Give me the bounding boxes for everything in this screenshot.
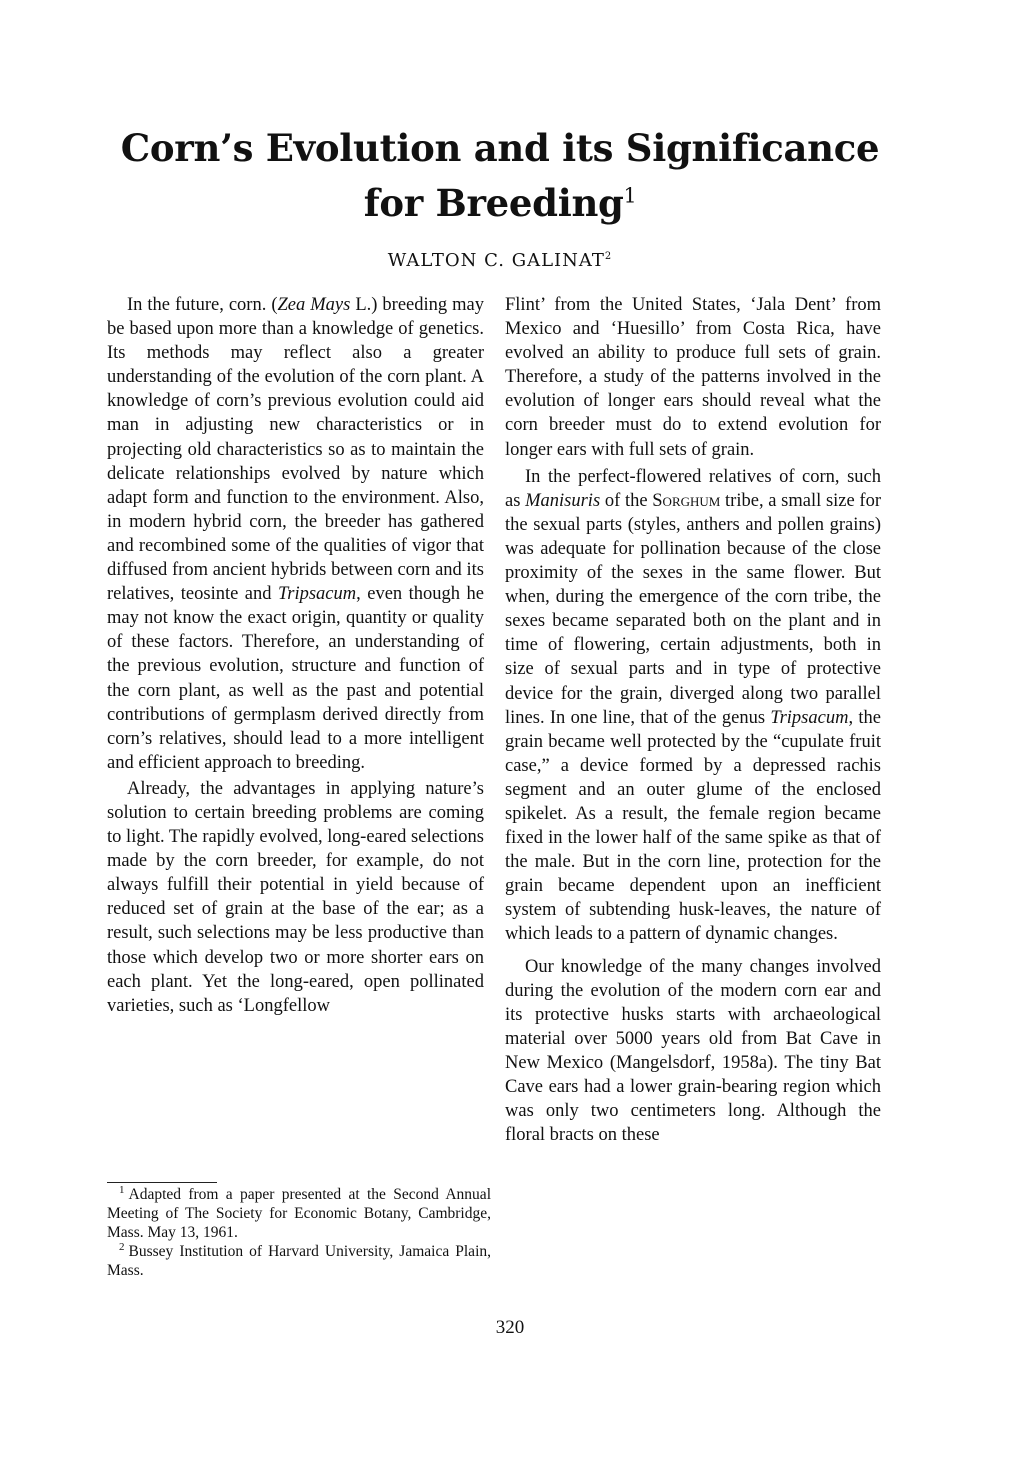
author-footnote-ref[interactable]: 2 (604, 251, 613, 262)
footnote-1 (107, 1185, 491, 1242)
tribe-name: Sorghum (652, 490, 721, 511)
title-footnote-ref[interactable]: 1 (623, 183, 637, 208)
author-line (100, 250, 900, 271)
footnote-text: Bussey Institution of Harvard University, Jamaica Plain, Mass. (107, 1243, 491, 1279)
species-name: Zea Mays (277, 295, 351, 315)
footnote-text: Adapted from a paper presented at the Second Annual Meeting of The Society for Economic Botany, Cambridge, Mass. May 13, 1961. (107, 1186, 491, 1241)
article-title-line-2 (100, 179, 900, 227)
footnote-2 (107, 1242, 491, 1280)
text-run: L.) breeding may be based upon more than a knowledge of genetics. Its methods may reflect also a greater understanding of the evolution of the corn plant. A knowledge of corn’s previous evolution could aid man in adjusting new characteristics or in projecting old characteristics so as to maintain the delicate relationships evolved by nature which adapt form and function to the environment. Also, in modern hybrid corn, the breeder has gathered and recombined some of the qualities of vigor that diffused from ancient hybrids between corn and its relatives, teosinte and (107, 295, 484, 605)
text-run: In the future, corn. ( (127, 295, 278, 315)
page-number: 320 (495, 1317, 525, 1338)
title-text-2: for Breeding (363, 181, 624, 225)
paragraph-continued: Flint’ from the United States, ‘Jala Dent’ from Mexico and ‘Huesillo’ from Costa Rica, have evolved an ability to produce full sets of grain. Therefore, a study of the patterns involved in the evolution of longer ears should reveal what the corn breeder must do to extend evolution for longer ears with full sets of grain. (505, 295, 881, 460)
paragraph (505, 465, 881, 947)
title-text-1: Corn’s Evolution and its Significance (120, 126, 880, 170)
genus-name: Tripsacum (770, 707, 849, 728)
text-run: , the grain became well protected by the “cupulate fruit case,” a device formed by a depressed rachis segment and an outer glume of the enclosed spikelet. As a result, the female region became fixed in the lower half of the same spike as that of the male. But in the corn line, protection for the grain became dependent upon an inefficient system of subtending husk-leaves, the nature of which leads to a pattern of dynamic changes. (505, 707, 881, 945)
article-title-line-1 (100, 124, 900, 172)
text-run: of the (600, 490, 653, 511)
paragraph: Our knowledge of the many changes involved during the evolution of the modern corn ear and its protective husks starts with archaeological material over 5000 years old from Bat Cave in New Mexico (Mangelsdorf, 1958a). The tiny Bat Cave ears had a lower grain-bearing region which was only two centimeters long. Although the floral bracts on these (505, 956, 881, 1146)
text-run: , even though he may not know the exact origin, quantity or quality of these factors. Therefore, an understanding of the previous evolution, structure and function of the corn plant, as well as the past and potential contributions of germplasm derived directly from corn’s relatives, should lead to a more intelligent and efficient approach to breeding. (107, 584, 484, 773)
right-column (505, 293, 881, 1147)
paragraph: Already, the advantages in applying nature’s solution to certain breeding problems are coming to light. The rapidly evolved, long-eared selections made by the corn breeder, for example, do not always fulfill their potential in yield because of reduced set of grain at the base of the ear; as a result, such selections may be less productive than those which develop two or more shorter ears on each plant. Yet the long-eared, open pollinated varieties, such as ‘Longfellow (107, 778, 484, 1016)
text-run: In the perfect-flowered relatives of corn, such as (505, 466, 881, 511)
paragraph (107, 293, 484, 775)
footnote-mark: 2 (119, 1240, 125, 1253)
footnote-divider (107, 1182, 217, 1183)
author-name: WALTON C. GALINAT (387, 250, 605, 271)
footnote-mark: 1 (119, 1183, 125, 1196)
footnotes (107, 1185, 491, 1280)
left-column (107, 293, 484, 1018)
genus-name: Tripsacum (278, 584, 357, 605)
genus-name: Manisuris (525, 490, 601, 511)
text-run: tribe, a small size for the sexual parts (styles, anthers and pollen grains) was adequate for pollination because of the close proximity of the sexes in the same flower. But when, during the emergence of the corn tribe, the sexes became separated both on the plant and in time of flowering, certain adjustments, both in size of sexual parts and in type of protective device for the grain, diverged along two parallel lines. In one line, that of the genus (505, 490, 881, 728)
